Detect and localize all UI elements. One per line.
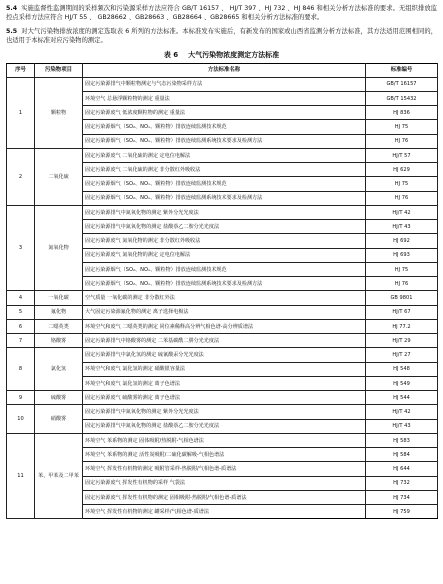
cell-standard-number: HJ 544 <box>366 391 438 405</box>
cell-standard-number: HJ/T 43 <box>366 220 438 234</box>
cell-standard-number: GB 9801 <box>366 291 438 305</box>
cell-method: 固定污染源排气中氮氧化物的测定 盐酸萘乙二胺分光光度法 <box>83 220 366 234</box>
cell-method: 固定污染源废气 氮氧化物的测定 非分散红外吸收法 <box>83 234 366 248</box>
cell-standard-number: HJ/T 27 <box>366 348 438 362</box>
cell-pollutant: 苯、甲苯及二甲苯 <box>35 433 83 519</box>
cell-standard-number: HJ 75 <box>366 177 438 191</box>
cell-pollutant: 铬酸雾 <box>35 334 83 348</box>
table-row <box>7 205 438 219</box>
cell-seq: 11 <box>7 433 35 519</box>
cell-method: 固定污染源排气中铬酸雾的测定 二苯基碳酰二肼分光光度法 <box>83 334 366 348</box>
cell-standard-number: HJ 734 <box>366 490 438 504</box>
cell-method: 环境空气和废气 二噁英类的测定 同位素稀释高分辨气相色谱-高分辨质谱法 <box>83 319 366 333</box>
cell-seq: 3 <box>7 205 35 291</box>
cell-standard-number: HJ/T 57 <box>366 148 438 162</box>
table-row <box>7 319 438 333</box>
cell-method: 环境空气和废气 氯化氢的测定 硝酸银容量法 <box>83 362 366 376</box>
cell-method: 固定污染源废气 氮氧化物的测定 定电位电解法 <box>83 248 366 262</box>
cell-method: 固定污染源烟气（SO₂、NOₓ、颗粒物）排放连续监测系统技术要求及检测方法 <box>83 134 366 148</box>
cell-standard-number: HJ 548 <box>366 362 438 376</box>
cell-standard-number: HJ/T 67 <box>366 305 438 319</box>
cell-standard-number: HJ 76 <box>366 277 438 291</box>
cell-seq: 2 <box>7 148 35 205</box>
method-standards-table <box>6 63 438 520</box>
cell-method: 固定污染源废气 硫酸雾的测定 离子色谱法 <box>83 391 366 405</box>
cell-method: 大气固定污染源氟化物的测定 离子选择电极法 <box>83 305 366 319</box>
cell-method: 固定污染源烟气（SO₂、NOₓ、颗粒物）排放连续监测技术规范 <box>83 120 366 134</box>
cell-method: 环境空气 苯系物的测定 固体吸附/热脱附-气相色谱法 <box>83 433 366 447</box>
cell-method: 环境空气和废气 氯化氢的测定 离子色谱法 <box>83 376 366 390</box>
table-row <box>7 334 438 348</box>
cell-standard-number: HJ 77.2 <box>366 319 438 333</box>
cell-standard-number: HJ/T 29 <box>366 334 438 348</box>
table-row <box>7 391 438 405</box>
cell-standard-number: HJ 549 <box>366 376 438 390</box>
cell-method: 固定污染源废气 低浓度颗粒物的测定 重量法 <box>83 106 366 120</box>
table-row <box>7 405 438 419</box>
cell-standard-number: HJ 76 <box>366 191 438 205</box>
cell-standard-number: HJ 629 <box>366 163 438 177</box>
clause-5-4 <box>6 4 437 23</box>
cell-pollutant: 氟化物 <box>35 305 83 319</box>
cell-method: 固定污染源排气中氮氧化物的测定 盐酸萘乙二胺分光光度法 <box>83 419 366 433</box>
cell-seq: 6 <box>7 319 35 333</box>
cell-standard-number: GB/T 15432 <box>366 91 438 105</box>
cell-method: 固定污染源废气 挥发性有机物的采样 气袋法 <box>83 476 366 490</box>
cell-method: 环境空气 挥发性有机物的测定 罐采样/气相色谱-质谱法 <box>83 505 366 519</box>
cell-standard-number: HJ/T 43 <box>366 419 438 433</box>
cell-method: 固定污染源烟气（SO₂、NOₓ、颗粒物）排放连续监测技术规范 <box>83 262 366 276</box>
cell-standard-number: HJ 75 <box>366 262 438 276</box>
table-row <box>7 77 438 91</box>
cell-standard-number: GB/T 16157 <box>366 77 438 91</box>
cell-method: 固定污染源烟气（SO₂、NOₓ、颗粒物）排放连续监测系统技术要求及检测方法 <box>83 277 366 291</box>
cell-seq: 5 <box>7 305 35 319</box>
cell-method: 固定污染源烟气（SO₂、NOₓ、颗粒物）排放连续监测系统技术要求及检测方法 <box>83 191 366 205</box>
table-row <box>7 148 438 162</box>
table-caption <box>6 50 437 60</box>
cell-standard-number: HJ 644 <box>366 462 438 476</box>
table-body <box>7 77 438 519</box>
cell-pollutant: 二噁英类 <box>35 319 83 333</box>
cell-standard-number: HJ 759 <box>366 505 438 519</box>
cell-seq: 9 <box>7 391 35 405</box>
table-row <box>7 291 438 305</box>
clause-text: 实施监督性监测期间的采样频次和污染源采样方法应符合 GB/T 16157 、 HJ/T 397 、HJ 732 、HJ 846 和相关分析方法标准的要求。无组织排放监控点采样方法应符合 HJ/T 55 、 GB28662 、GB28663 、GB28664 、GB28665 和相关分析方法标准的要求。 <box>6 5 437 22</box>
cell-method: 固定污染源废气 二氧化硫的测定 定电位电解法 <box>83 148 366 162</box>
cell-pollutant: 硝酸雾 <box>35 405 83 434</box>
clause-number: 5.5 <box>6 27 18 35</box>
cell-method: 固定污染源废气 二氧化硫的测定 非分散红外吸收法 <box>83 163 366 177</box>
table-caption-title: 大气污染物浓度测定方法标准 <box>188 50 280 59</box>
cell-pollutant: 氮氧化物 <box>35 205 83 291</box>
cell-method: 固定污染源排气中氮氧化物的测定 紫外分光光度法 <box>83 405 366 419</box>
table-row <box>7 433 438 447</box>
cell-method: 环境空气 苯系物的测定 活性炭吸附/二硫化碳解吸-气相色谱法 <box>83 448 366 462</box>
cell-method: 固定污染源烟气（SO₂、NOₓ、颗粒物）排放连续监测技术规范 <box>83 177 366 191</box>
clause-text: 对大气污染物排放浓度的测定选取表 6 所列的方法标准。本标准发布实施后，有新发布的国家或山西省监测分析方法标准，其方法适用范围相同的，也适用于本标准对应污染物的测定。 <box>6 27 437 45</box>
cell-method: 固定污染源排气中氮氧化物的测定 紫外分光光度法 <box>83 205 366 219</box>
clause-5-5 <box>6 27 437 46</box>
cell-method: 固定污染源排气中氯化氢的测定 硫氰酸汞分光光度法 <box>83 348 366 362</box>
table-header-row <box>7 63 438 77</box>
cell-standard-number: HJ/T 42 <box>366 205 438 219</box>
cell-standard-number: HJ 76 <box>366 134 438 148</box>
cell-method: 固定污染源废气 挥发性有机物的测定 固相吸附-热脱附/气相色谱-质谱法 <box>83 490 366 504</box>
cell-pollutant: 硫酸雾 <box>35 391 83 405</box>
cell-standard-number: HJ 693 <box>366 248 438 262</box>
cell-standard-number: HJ 75 <box>366 120 438 134</box>
cell-method: 环境空气 挥发性有机物的测定 吸附管采样-热脱附/气相色谱-质谱法 <box>83 462 366 476</box>
cell-standard-number: HJ 583 <box>366 433 438 447</box>
cell-seq: 10 <box>7 405 35 434</box>
cell-seq: 4 <box>7 291 35 305</box>
header-pollutant: 污染物项目 <box>35 63 83 77</box>
table-row <box>7 305 438 319</box>
cell-seq: 8 <box>7 348 35 391</box>
cell-pollutant: 氯化氢 <box>35 348 83 391</box>
cell-standard-number: HJ 584 <box>366 448 438 462</box>
cell-pollutant: 颗粒物 <box>35 77 83 148</box>
header-seq: 序号 <box>7 63 35 77</box>
cell-pollutant: 二氧化硫 <box>35 148 83 205</box>
header-method: 方法标准名称 <box>83 63 366 77</box>
cell-pollutant: 一氧化碳 <box>35 291 83 305</box>
cell-method: 空气质量 一氧化碳的测定 非分散红外法 <box>83 291 366 305</box>
cell-method: 环境空气 总悬浮颗粒物的测定 重量法 <box>83 91 366 105</box>
cell-standard-number: HJ 692 <box>366 234 438 248</box>
header-std: 标准编号 <box>366 63 438 77</box>
cell-standard-number: HJ/T 42 <box>366 405 438 419</box>
cell-method: 固定污染源排气中颗粒物测定与气态污染物采样方法 <box>83 77 366 91</box>
cell-standard-number: HJ 732 <box>366 476 438 490</box>
table-caption-label: 表 6 <box>163 50 179 59</box>
table-row <box>7 348 438 362</box>
cell-seq: 7 <box>7 334 35 348</box>
clause-number: 5.4 <box>6 5 18 12</box>
cell-seq: 1 <box>7 77 35 148</box>
cell-standard-number: HJ 836 <box>366 106 438 120</box>
